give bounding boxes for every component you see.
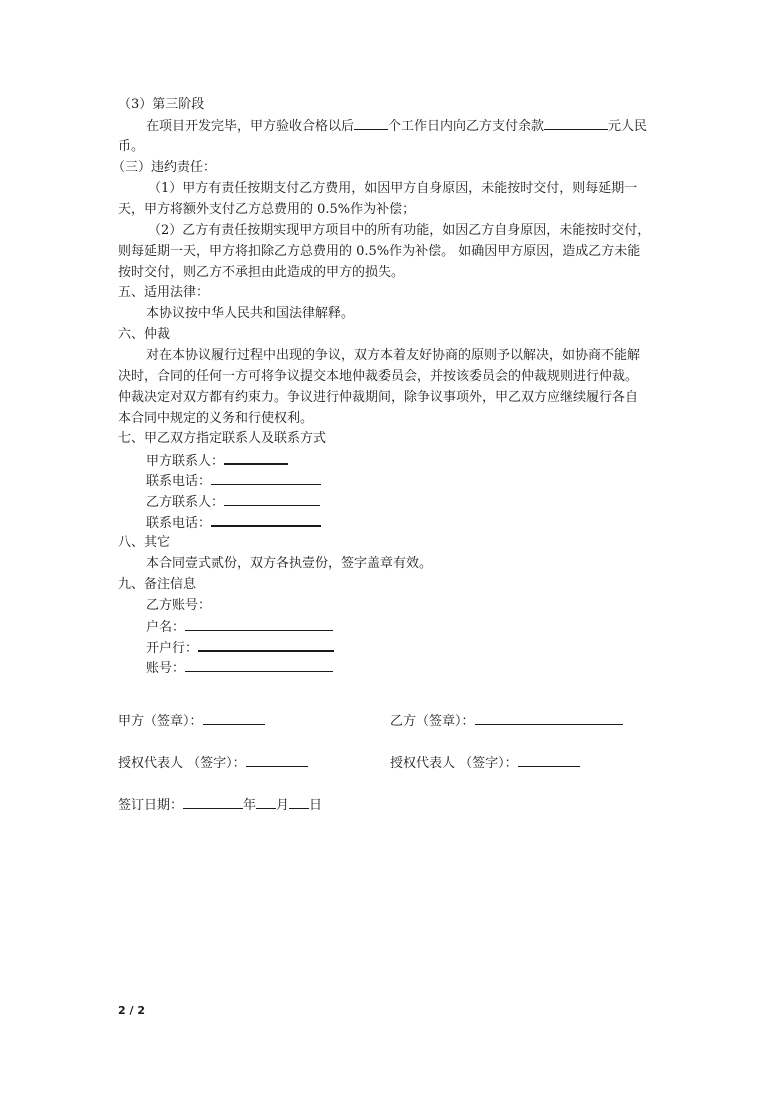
- contacts-heading: 七、甲乙双方指定联系人及联系方式: [118, 431, 327, 446]
- law-heading: 五、适用法律：: [118, 285, 210, 300]
- party-a-contact-row: [146, 449, 288, 470]
- rep-a-field[interactable]: [246, 752, 308, 767]
- liability-p2-line3: 按时交付，则乙方不承担由此造成的甲方的损失。: [118, 265, 405, 280]
- law-text: 本协议按中华人民共和国法律解释。: [146, 306, 355, 321]
- stage3-payment-line: [146, 115, 647, 136]
- arbitration-line1: 对在本协议履行过程中出现的争议，双方本着友好协商的原则予以解决，如协商不能解: [146, 348, 641, 363]
- day-label: 日: [309, 798, 323, 813]
- party-a-contact-field[interactable]: [224, 449, 288, 465]
- year-field[interactable]: [183, 794, 243, 809]
- account-holder-field[interactable]: [185, 616, 333, 631]
- party-a-seal-row: [118, 710, 265, 731]
- party-a-phone-row: [146, 470, 321, 491]
- liability-p2-line1: （2）乙方有责任按期实现甲方项目中的所有功能，如因乙方自身原因，未能按时交付，: [148, 223, 651, 238]
- page-number: 2 / 2: [118, 1004, 145, 1017]
- account-number-label: 账号：: [146, 661, 186, 676]
- rep-b-row: [390, 752, 580, 773]
- other-text: 本合同壹式贰份，双方各执壹份，签字盖章有效。: [146, 556, 433, 571]
- rep-b-label: 授权代表人 （签字）：: [390, 756, 518, 771]
- arbitration-line4: 本合同中规定的义务和行使权利。: [118, 411, 314, 426]
- party-a-seal-label: 甲方（签章）：: [118, 714, 203, 729]
- party-a-seal-field[interactable]: [203, 710, 265, 725]
- bank-row: [146, 636, 334, 657]
- account-holder-row: [146, 616, 333, 637]
- month-label: 月: [276, 798, 290, 813]
- liability-heading: （三）违约责任：: [112, 160, 217, 175]
- day-field[interactable]: [289, 794, 309, 809]
- rep-a-label: 授权代表人 （签字）：: [118, 756, 246, 771]
- party-b-seal-label: 乙方（签章）：: [390, 714, 475, 729]
- year-label: 年: [243, 798, 257, 813]
- sign-date-label: 签订日期：: [118, 798, 184, 813]
- stage3-currency: 币。: [118, 139, 145, 154]
- stage3-text-b: 个工作日内向乙方支付余款: [388, 119, 545, 134]
- party-b-seal-row: [390, 710, 623, 731]
- account-number-row: [146, 657, 333, 678]
- party-a-phone-label: 联系电话：: [146, 474, 212, 489]
- bank-field[interactable]: [198, 636, 334, 652]
- arbitration-heading: 六、仲裁: [118, 327, 171, 342]
- rep-a-row: [118, 752, 308, 773]
- party-b-seal-field[interactable]: [475, 710, 623, 725]
- other-heading: 八、其它: [118, 535, 171, 550]
- liability-p1-line1: （1）甲方有责任按期支付乙方费用，如因甲方自身原因，未能按时交付，则每延期一: [148, 181, 638, 196]
- liability-p1-line2: 天，甲方将额外支付乙方总费用的 0.5%作为补偿；: [118, 202, 416, 217]
- bank-label: 开户行：: [146, 641, 199, 656]
- account-number-field[interactable]: [185, 657, 333, 672]
- arbitration-line2: 决时，合同的任何一方可将争议提交本地仲裁委员会，并按该委员会的仲裁规则进行仲裁。: [118, 369, 639, 384]
- stage3-heading: （3）第三阶段: [118, 97, 205, 112]
- arbitration-line3: 仲裁决定对双方都有约束力。争议进行仲裁期间，除争议事项外，甲乙双方应继续履行各自: [118, 390, 639, 405]
- party-b-phone-row: [146, 511, 321, 532]
- account-holder-label: 户名：: [146, 620, 186, 635]
- amount-blank[interactable]: [544, 115, 608, 130]
- party-b-contact-label: 乙方联系人：: [146, 495, 225, 510]
- account-label: 乙方账号：: [146, 598, 212, 613]
- rep-b-field[interactable]: [518, 752, 580, 767]
- month-field[interactable]: [256, 794, 276, 809]
- party-b-contact-field[interactable]: [224, 491, 320, 506]
- notes-heading: 九、备注信息: [118, 577, 197, 592]
- liability-p2-line2: 则每延期一天，甲方将扣除乙方总费用的 0.5%作为补偿。 如确因甲方原因，造成乙方未能: [118, 244, 641, 259]
- party-b-phone-field[interactable]: [211, 511, 321, 527]
- sign-date-row: [118, 794, 322, 815]
- stage3-text-c: 元人民: [608, 119, 648, 134]
- party-b-phone-label: 联系电话：: [146, 516, 212, 531]
- stage3-text-a: 在项目开发完毕，甲方验收合格以后: [146, 119, 355, 134]
- party-a-contact-label: 甲方联系人：: [146, 454, 225, 469]
- party-a-phone-field[interactable]: [211, 470, 321, 485]
- days-blank[interactable]: [354, 115, 388, 130]
- party-b-contact-row: [146, 491, 320, 512]
